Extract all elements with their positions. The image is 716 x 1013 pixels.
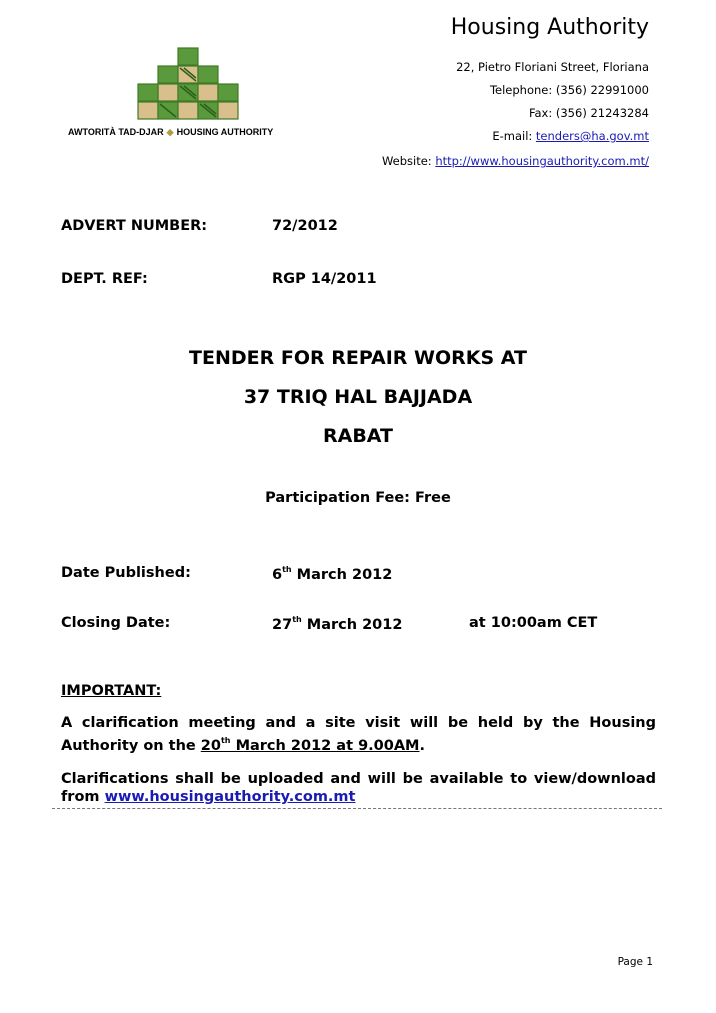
page-number: Page 1 [617, 956, 653, 968]
closing-time: at 10:00am CET [469, 615, 598, 631]
fax-line: Fax: (356) 21243284 [528, 106, 649, 120]
diamond-icon: ◆ [166, 127, 174, 137]
closing-day-suffix: th [292, 615, 302, 624]
website-label: Website: [381, 154, 436, 168]
telephone-line: Telephone: (356) 22991000 [489, 83, 649, 97]
important-heading: IMPORTANT: [61, 683, 162, 699]
tender-title-line-2: 37 TRIQ HAL BAJJADA [243, 386, 473, 408]
closing-date-value [272, 615, 402, 633]
email-line [492, 129, 649, 143]
meeting-period: . [419, 738, 426, 754]
clarifications-paragraph [61, 770, 656, 806]
closing-date-label: Closing Date: [61, 615, 171, 631]
housing-authority-link[interactable]: www.housingauthority.com.mt [104, 789, 356, 805]
tender-title-line-3: RABAT [322, 425, 393, 447]
advert-number-value: 72/2012 [272, 218, 338, 234]
meeting-text: A clarification meeting and a site visit will be held by the Housing Authority on the [61, 715, 656, 754]
website-line [382, 154, 649, 168]
closing-day: 27 [272, 617, 293, 633]
advert-number-label: ADVERT NUMBER: [61, 218, 208, 234]
email-link[interactable]: tenders@ha.gov.mt [535, 129, 649, 143]
logo-caption-english: HOUSING AUTHORITY [176, 127, 274, 137]
date-published-value [272, 565, 392, 583]
dept-ref-label: DEPT. REF: [61, 271, 148, 287]
clarifications-text: Clarifications shall be uploaded and will be available to view/download from [61, 771, 656, 805]
published-day: 6 [272, 567, 283, 583]
meeting-date [201, 738, 420, 754]
participation-fee: Participation Fee: Free [265, 490, 451, 506]
dept-ref-value: RGP 14/2011 [272, 271, 377, 287]
published-month-year: March 2012 [291, 567, 393, 583]
logo-caption-maltese: AWTORITÀ TAD-DJAR [68, 127, 164, 137]
housing-authority-logo [133, 47, 243, 125]
closing-month-year: March 2012 [301, 617, 403, 633]
published-day-suffix: th [282, 565, 292, 574]
date-published-label: Date Published: [61, 565, 191, 581]
address-line: 22, Pietro Floriani Street, Floriana [456, 60, 649, 74]
logo-caption [68, 127, 273, 138]
tender-title-line-1: TENDER FOR REPAIR WORKS AT [189, 347, 527, 369]
website-link[interactable]: http://www.housingauthority.com.mt/ [435, 154, 649, 168]
clarification-meeting-paragraph [61, 714, 656, 755]
section-divider [52, 808, 662, 809]
email-label: E-mail: [492, 129, 536, 143]
meeting-day: 20 [200, 738, 221, 754]
authority-title: Housing Authority [450, 15, 649, 40]
pyramid-logo-icon [133, 47, 243, 121]
meeting-month-time: March 2012 at 9.00AM [230, 738, 420, 754]
meeting-day-suffix: th [220, 736, 231, 745]
